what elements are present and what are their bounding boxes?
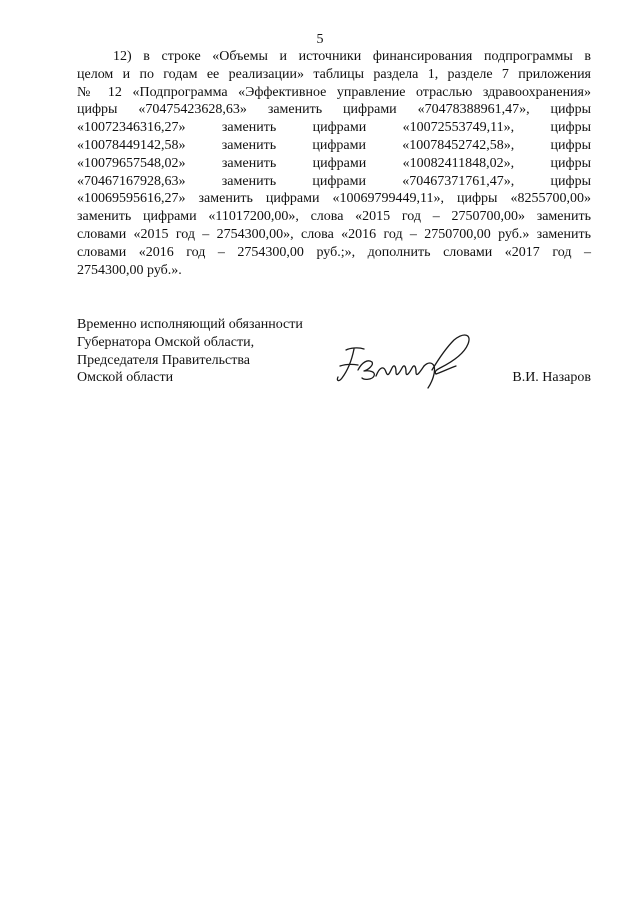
paragraph-line-10: заменить цифрами «11017200,00», слова «2015 год – 2750700,00» заменить [77, 209, 591, 225]
paragraph-line-8: «70467167928,63» заменить цифрами «70467371761,47», цифры [77, 173, 591, 189]
paragraph-line-3: № 12 «Подпрограмма «Эффективное управление отраслью здравоохранения» [77, 84, 591, 100]
paragraph-line-9: «10069595616,27» заменить цифрами «10069799449,11», цифры «8255700,00» [77, 191, 591, 207]
signature-block [77, 316, 591, 396]
paragraph-line-11: словами «2015 год – 2754300,00», слова «2016 год – 2750700,00 руб.» заменить [77, 226, 591, 242]
signer-position [77, 316, 337, 387]
amendment-paragraph [77, 48, 591, 279]
signer-position-line-1: Временно исполняющий обязанности [77, 317, 303, 332]
handwritten-signature [332, 326, 492, 392]
signer-position-line-4: Омской области [77, 370, 174, 386]
paragraph-line-1: 12) в строке «Объемы и источники финансирования подпрограммы в [113, 49, 591, 64]
signer-position-line-2: Губернатора Омской области, [77, 334, 255, 350]
paragraph-line-2: целом и по годам ее реализации» таблицы раздела 1, разделе 7 приложения [77, 66, 591, 82]
paragraph-line-6: «10078449142,58» заменить цифрами «10078452742,58», цифры [77, 137, 591, 153]
paragraph-line-12: словами «2016 год – 2754300,00 руб.;», дополнить словами «2017 год – [77, 244, 591, 260]
paragraph-line-13: 2754300,00 руб.». [77, 262, 182, 278]
signer-name: В.И. Назаров [512, 370, 591, 385]
page-number: 5 [316, 32, 324, 47]
paragraph-line-7: «10079657548,02» заменить цифрами «10082411848,02», цифры [77, 155, 591, 171]
paragraph-line-4: цифры «70475423628,63» заменить цифрами «70478388961,47», цифры [77, 102, 591, 118]
paragraph-line-5: «10072346316,27» заменить цифрами «10072553749,11», цифры [77, 120, 591, 136]
signer-position-line-3: Председателя Правительства [77, 352, 251, 368]
